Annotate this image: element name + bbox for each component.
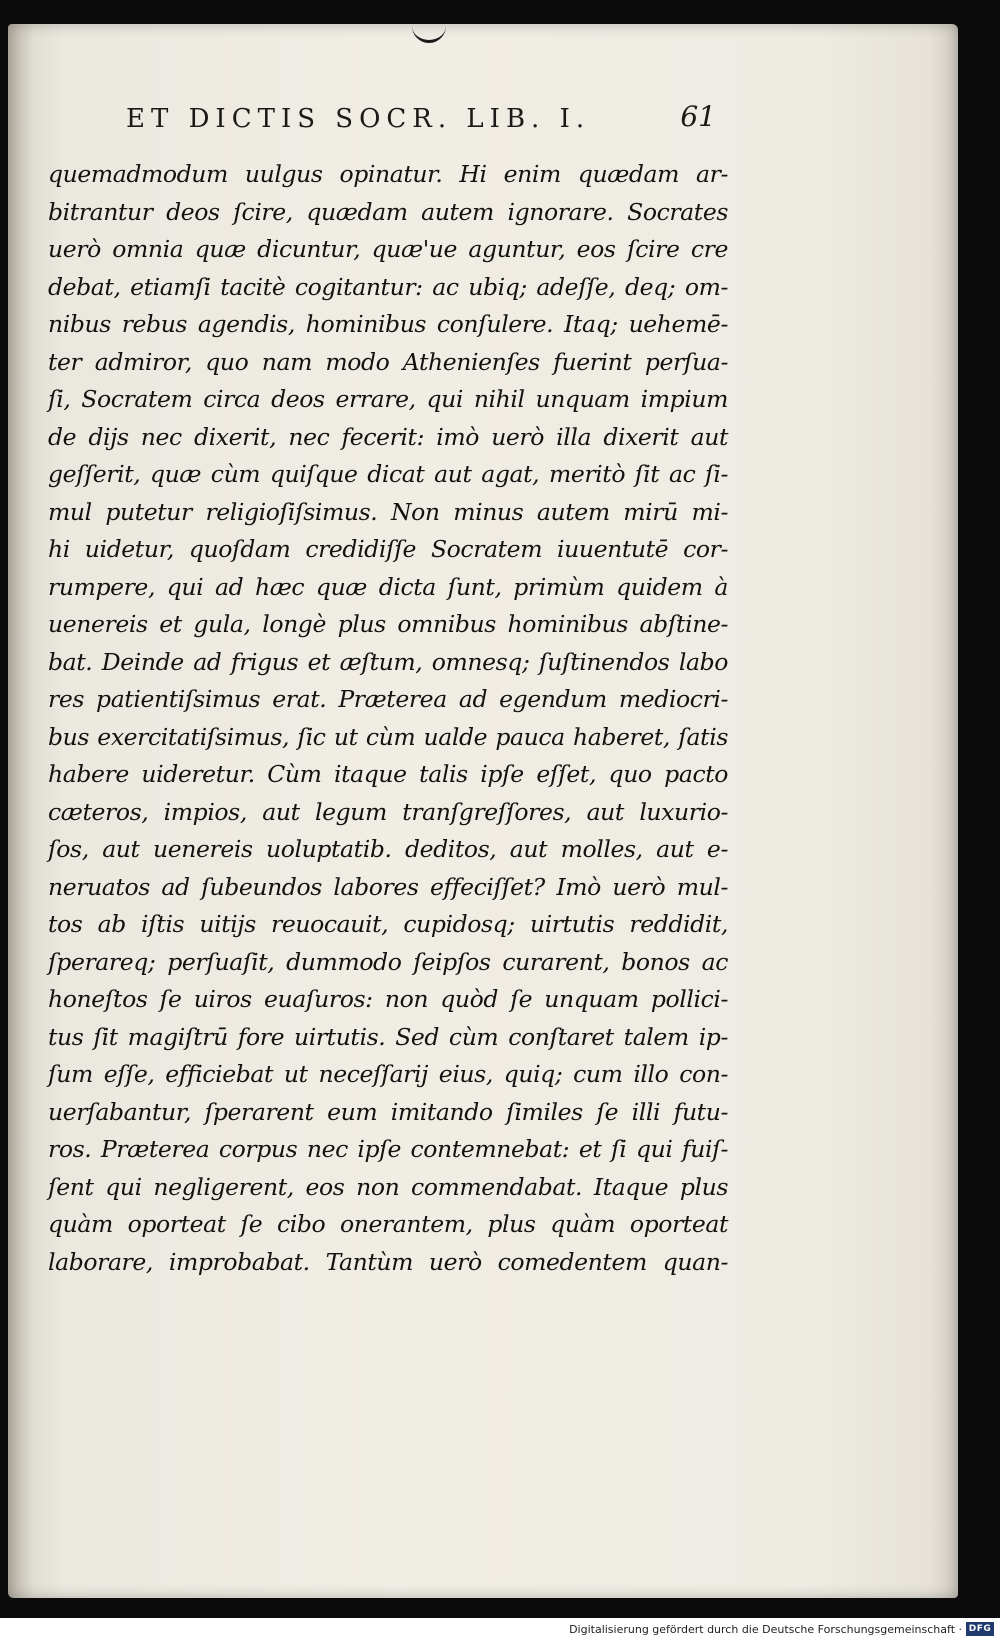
spine-shadow — [8, 24, 34, 1598]
text-line: tos ab iſtis uitijs reuocauit, cupidosq; uirtutis reddidit, — [48, 910, 728, 938]
book-page — [8, 24, 958, 1598]
text-line: de dijs nec dixerit, nec fecerit: imò uerò illa dixerit aut — [48, 422, 728, 451]
text-line: ſent qui negligerent, eos non commendabat. Itaque plus — [48, 1172, 728, 1201]
funding-note: Digitalisierung gefördert durch die Deutsche Forschungsgemeinschaft · — [569, 1623, 962, 1636]
text-line: geſſerit, quæ cùm quiſque dicat aut agat, meritò ſit ac ſi- — [48, 460, 728, 488]
page-header — [126, 100, 716, 144]
text-line: debat, etiamſi tacitè cogitantur: ac ubiq; adeſſe, deq; om- — [48, 272, 728, 301]
text-line: laborare, improbabat. Tantùm uerò comedentem quan- — [48, 1247, 728, 1276]
text-line: honeſtos ſe uiros euaſuros: non quòd ſe unquam pollici- — [48, 985, 728, 1013]
text-line: habere uideretur. Cùm itaque talis ipſe eſſet, quo pacto — [48, 760, 728, 788]
text-line: uerò omnia quæ dicuntur, quæ'ue aguntur, eos ſcire cre — [48, 235, 728, 263]
text-line: ſos, aut uenereis uoluptatib. deditos, aut molles, aut e- — [48, 835, 728, 863]
text-line: uerſabantur, ſperarent eum imitando ſimiles ſe illi futu- — [48, 1097, 728, 1126]
page-notch — [412, 22, 446, 43]
text-line: ſum eſſe, efficiebat ut neceſſarij eius, quiq; cum illo con- — [48, 1060, 728, 1088]
text-line: quemadmodum uulgus opinatur. Hi enim quædam ar- — [48, 160, 728, 188]
text-line: nibus rebus agendis, hominibus conſulere. Itaq; uehemē- — [48, 310, 728, 338]
dfg-logo: DFG — [966, 1622, 994, 1636]
text-line: ſperareq; perſuaſit, dummodo ſeipſos curarent, bonos ac — [48, 947, 728, 976]
text-line: ſi, Socratem circa deos errare, qui nihil unquam impium — [48, 385, 728, 413]
text-line: bus exercitatiſsimus, ſic ut cùm ualde pauca haberet, ſatis — [48, 722, 728, 751]
text-line: neruatos ad ſubeundos labores effeciſſet? Imò uerò mul- — [48, 872, 728, 901]
text-line: rumpere, qui ad hæc quæ dicta ſunt, primùm quidem à — [48, 572, 728, 601]
text-line: res patientiſsimus erat. Præterea ad egendum mediocri- — [48, 685, 728, 713]
text-line: mul putetur religioſiſsimus. Non minus autem mirū mi- — [48, 497, 728, 526]
text-line: hi uidetur, quoſdam credidiſſe Socratem iuuentutē cor- — [48, 535, 728, 563]
text-line: cæteros, impios, aut legum tranſgreſſores, aut luxurio- — [48, 797, 728, 826]
text-line: quàm oporteat ſe cibo onerantem, plus quàm oporteat — [48, 1210, 728, 1238]
text-line: ter admiror, quo nam modo Athenienſes fuerint perſua- — [48, 347, 728, 376]
text-line: ros. Præterea corpus nec ipſe contemnebat: et ſi qui fuiſ- — [48, 1135, 728, 1163]
text-line: bat. Deinde ad frigus et æſtum, omnesq; ſuſtinendos labo — [48, 647, 728, 676]
text-line: uenereis et gula, longè plus omnibus hominibus abſtine- — [48, 610, 728, 638]
running-head: ET DICTIS SOCR. LIB. I. — [126, 104, 591, 134]
text-line: tus ſit magiſtrū fore uirtutis. Sed cùm conſtaret talem ip- — [48, 1022, 728, 1051]
footer-bar — [0, 1618, 1000, 1642]
page-number: 61 — [680, 100, 716, 133]
text-line: bitrantur deos ſcire, quædam autem ignorare. Socrates — [48, 197, 728, 226]
body-text — [48, 156, 728, 1281]
